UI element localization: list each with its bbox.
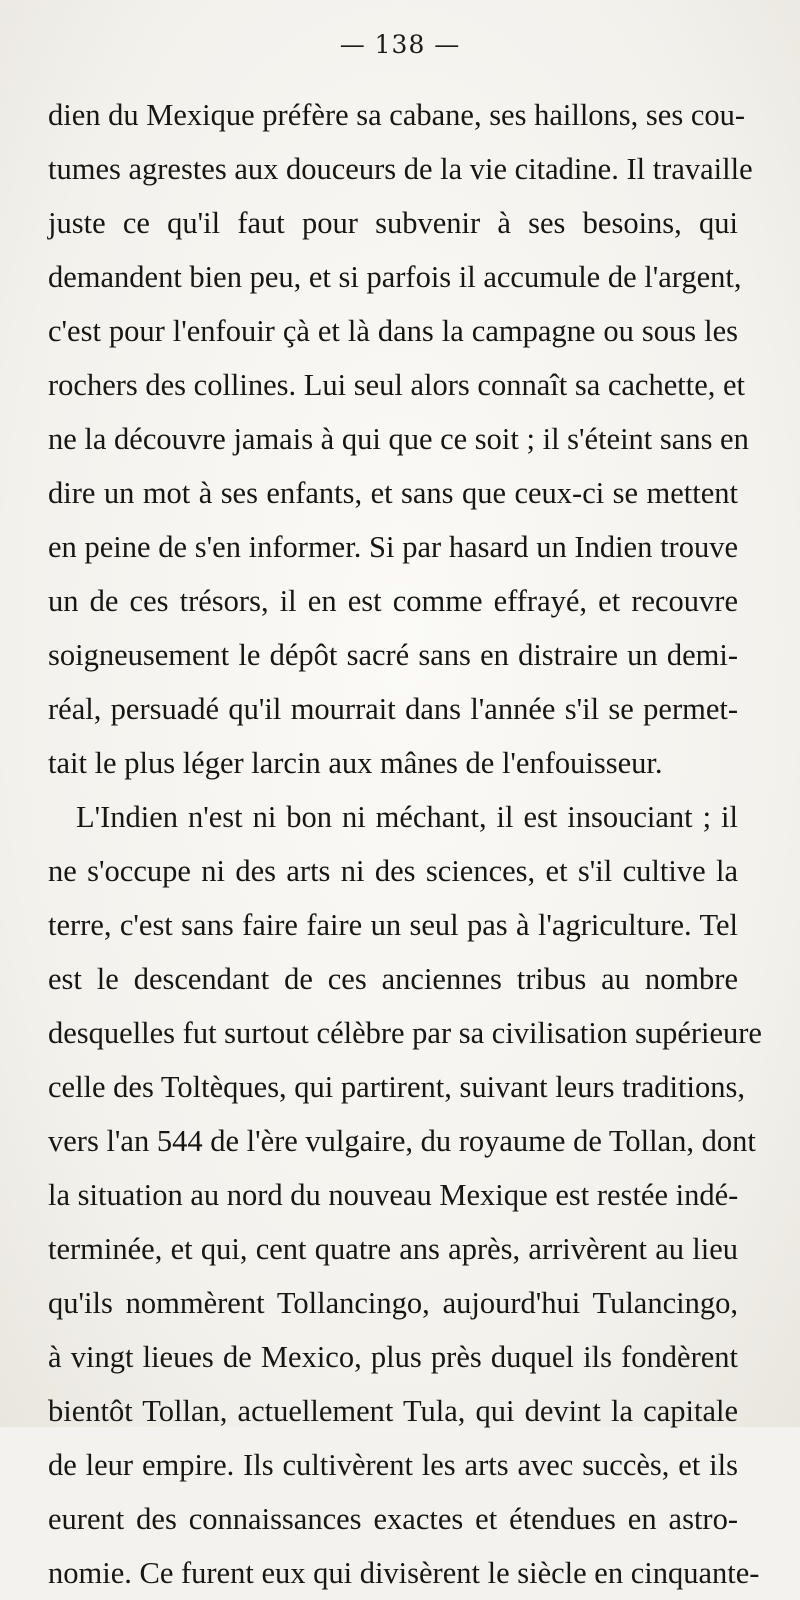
- paragraph-start-line: L'Indien n'est ni bon ni méchant, il est insouciant ; il: [76, 800, 738, 834]
- text-line: demandent bien peu, et si parfois il accumule de l'argent,: [48, 260, 742, 294]
- text-line: ne s'occupe ni des arts ni des sciences, et s'il cultive la: [48, 854, 738, 888]
- text-line: tumes agrestes aux douceurs de la vie citadine. Il travaille: [48, 152, 753, 186]
- text-line: vers l'an 544 de l'ère vulgaire, du royaume de Tollan, dont: [48, 1124, 756, 1158]
- text-line: bientôt Tollan, actuellement Tula, qui devint la capitale: [48, 1394, 738, 1428]
- text-line: ne la découvre jamais à qui que ce soit ; il s'éteint sans en: [48, 422, 749, 456]
- text-line: nomie. Ce furent eux qui divisèrent le siècle en cinquante-: [48, 1556, 760, 1590]
- text-body: [48, 88, 762, 1600]
- text-line: en peine de s'en informer. Si par hasard un Indien trouve: [48, 530, 738, 564]
- text-line: réal, persuadé qu'il mourrait dans l'année s'il se permet-: [48, 692, 738, 726]
- text-line: est le descendant de ces anciennes tribus au nombre: [48, 962, 738, 996]
- text-line: celle des Toltèques, qui partirent, suivant leurs traditions,: [48, 1070, 745, 1104]
- paragraph-end-line: tait le plus léger larcin aux mânes de l'enfouisseur.: [48, 746, 663, 780]
- text-line: dien du Mexique préfère sa cabane, ses haillons, ses cou-: [48, 98, 746, 132]
- text-line: eurent des connaissances exactes et étendues en astro-: [48, 1502, 738, 1536]
- text-line: juste ce qu'il faut pour subvenir à ses besoins, qui: [48, 206, 738, 240]
- text-line: de leur empire. Ils cultivèrent les arts avec succès, et ils: [48, 1448, 738, 1482]
- text-line: c'est pour l'enfouir çà et là dans la campagne ou sous les: [48, 314, 738, 348]
- page-number: — 138 —: [339, 30, 461, 59]
- text-line: rochers des collines. Lui seul alors connaît sa cachette, et: [48, 368, 746, 402]
- text-line: qu'ils nommèrent Tollancingo, aujourd'hui Tulancingo,: [48, 1286, 738, 1320]
- text-line: dire un mot à ses enfants, et sans que ceux-ci se mettent: [48, 476, 738, 510]
- text-line: terre, c'est sans faire faire un seul pas à l'agriculture. Tel: [48, 908, 738, 942]
- text-line: à vingt lieues de Mexico, plus près duquel ils fondèrent: [48, 1340, 738, 1374]
- text-line: soigneusement le dépôt sacré sans en distraire un demi-: [48, 638, 738, 672]
- text-line: terminée, et qui, cent quatre ans après, arrivèrent au lieu: [48, 1232, 738, 1266]
- text-line: la situation au nord du nouveau Mexique est restée indé-: [48, 1178, 739, 1212]
- text-line: un de ces trésors, il en est comme effrayé, et recouvre: [48, 584, 738, 618]
- text-line: desquelles fut surtout célèbre par sa civilisation supérieure: [48, 1016, 762, 1050]
